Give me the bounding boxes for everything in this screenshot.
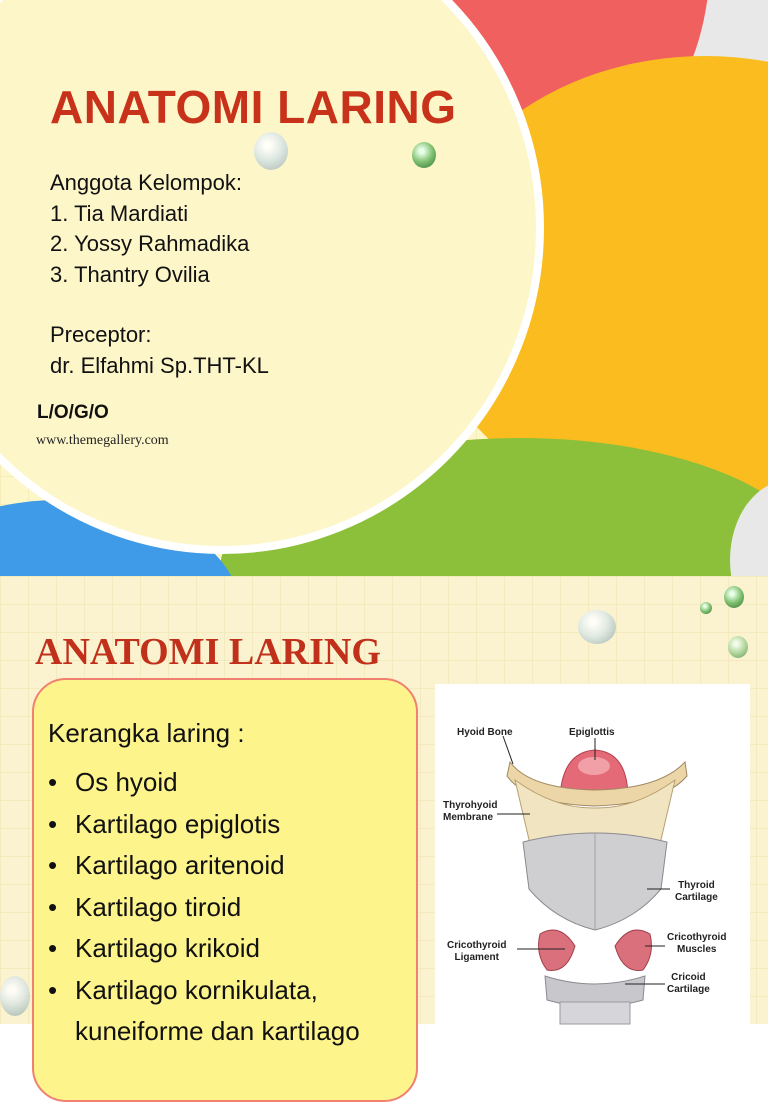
water-drop-icon bbox=[254, 132, 288, 170]
label-cricothyroid-ligament: Cricothyroid Ligament bbox=[447, 940, 507, 963]
bullet-icon: • bbox=[48, 767, 58, 797]
list-item: • Kartilago aritenoid bbox=[48, 845, 360, 887]
water-drop-icon bbox=[0, 976, 30, 1016]
bullet-icon: • bbox=[48, 850, 58, 880]
label-epiglottis: Epiglottis bbox=[569, 727, 615, 738]
bullet-icon: • bbox=[48, 808, 58, 839]
preceptor-heading: Preceptor: bbox=[50, 322, 152, 347]
members-block bbox=[50, 168, 249, 290]
list-item: • Kartilago epiglotis bbox=[48, 804, 360, 846]
cricothyroid-muscle-right bbox=[615, 930, 651, 971]
cricothyroid-muscle-left bbox=[539, 930, 575, 971]
water-drop-icon bbox=[724, 586, 744, 608]
list-item: kuneiforme dan kartilago bbox=[75, 1016, 360, 1046]
box-heading: Kerangka laring : bbox=[48, 718, 245, 748]
label-cricoid-cartilage: Cricoid Cartilage bbox=[667, 972, 710, 995]
slide-title: ANATOMI LARING bbox=[35, 631, 381, 673]
water-drop-icon bbox=[700, 602, 712, 614]
bullet-list bbox=[48, 762, 360, 1053]
trachea-shape bbox=[560, 1002, 630, 1024]
bullet-icon: • bbox=[48, 933, 58, 963]
list-item: • Kartilago kornikulata, bbox=[48, 970, 360, 1012]
bullet-icon: • bbox=[48, 974, 58, 1005]
logo-text: L/O/G/O bbox=[37, 402, 109, 423]
member-item: 3. Thantry Ovilia bbox=[50, 261, 210, 287]
members-heading: Anggota Kelompok: bbox=[50, 170, 243, 195]
label-thyroid-cartilage: Thyroid Cartilage bbox=[675, 880, 718, 903]
label-cricothyroid-muscles: Cricothyroid Muscles bbox=[667, 932, 727, 955]
preceptor-name: dr. Elfahmi Sp.THT-KL bbox=[50, 352, 269, 378]
larynx-illustration bbox=[435, 684, 750, 1024]
label-thyrohyoid: Thyrohyoid Membrane bbox=[443, 800, 498, 823]
slide-title: ANATOMI LARING bbox=[50, 81, 457, 133]
member-item: 1. Tia Mardiati bbox=[50, 200, 189, 226]
content-box bbox=[32, 678, 418, 1102]
list-item: • Os hyoid bbox=[48, 762, 360, 804]
water-drop-icon bbox=[728, 636, 748, 658]
water-drop-icon bbox=[578, 610, 616, 644]
content-slide bbox=[0, 576, 768, 1046]
label-hyoid-bone: Hyoid Bone bbox=[457, 727, 513, 738]
list-item: • Kartilago krikoid bbox=[48, 928, 360, 970]
epiglottis-highlight bbox=[578, 757, 610, 775]
preceptor-block bbox=[50, 320, 269, 381]
water-drop-icon bbox=[412, 142, 436, 168]
website-url: www.themegallery.com bbox=[36, 433, 169, 448]
list-item: • Kartilago tiroid bbox=[48, 887, 360, 929]
bullet-icon: • bbox=[48, 891, 58, 922]
member-item: 2. Yossy Rahmadika bbox=[50, 231, 250, 256]
